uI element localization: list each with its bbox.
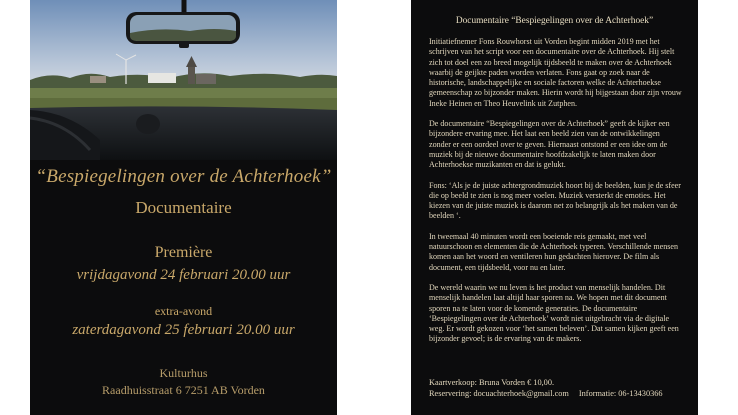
poster-left bbox=[30, 0, 337, 415]
extra-evening-label: extra-avond bbox=[154, 304, 213, 318]
venue-name: Kulturhus bbox=[159, 366, 208, 380]
poster-right bbox=[411, 0, 698, 415]
info-paragraph: De wereld waarin we nu leven is het product van menselijk handelen. Dit menselijk handelen laat altijd haar sporen na. We hopen met dit document sporen na te laten voor de komende generaties. De documentaire ‘Bespiegelingen over de Achterhoek’ wordt niet uitgebracht via de digitale weg. Er wordt gekozen voor ‘het samen beleven’. Dat samen kijken geeft een bijzonder gevoel; is de ervaring van de makers. bbox=[429, 282, 679, 344]
poster-title: “Bespiegelingen over de Achterhoek” bbox=[35, 166, 332, 187]
info-paragraph: Initiatiefnemer Fons Rouwhorst uit Vorden begint midden 2019 met het schrijven van het script voor een documentaire over de Achterhoek. Hij stelt zich tot doel een zo breed mogelijk tijdsbeeld te maken over de Achterhoek waarbij de geijkte paden worden verlaten. Fons gaat op zoek naar de historische, landschappelijke en sociale factoren welke de Achterhoekse gemeenschap zo bijzonder maken. Hierin wordt hij bijgestaan door zijn vrouw Ineke Heinen en Theo Heuvelink uit Zutphen. bbox=[429, 37, 682, 108]
reservation-line bbox=[429, 388, 689, 399]
poster-subtitle: Documentaire bbox=[135, 198, 232, 217]
premiere-date: vrijdagavond 24 februari 20.00 uur bbox=[76, 267, 291, 283]
reservation-email: Reservering: docuachterhoek@gmail.com bbox=[429, 389, 569, 398]
info-phone: Informatie: 06-13430366 bbox=[578, 389, 663, 398]
premiere-label: Première bbox=[154, 244, 213, 261]
extra-evening-date: zaterdagavond 25 februari 20.00 uur bbox=[72, 322, 295, 338]
info-paragraph: Fons: ‘Als je de juiste achtergrondmuziek hoort bij de beelden, kun je de sfeer die op beeld te zien is nog meer voelen. Muziek versterkt de emoties. Het kiezen van de juiste muziek is daarom net zo belangrijk als het maken van de beelden ‘. bbox=[429, 180, 681, 221]
venue-address: Raadhuisstraat 6 7251 AB Vorden bbox=[102, 383, 265, 397]
info-body bbox=[429, 37, 683, 355]
info-paragraph: In tweemaal 40 minuten wordt een boeiende reis gemaakt, met veel natuurschoon en elementen die de Achterhoek typeren. Verschillende mensen komen aan het woord en ventileren hun gedachten hierover. De film als document, een tijdsbeeld, voor nu en later. bbox=[429, 231, 678, 272]
info-paragraph: De documentaire “Bespiegelingen over de Achterhoek” geeft de kijker een bijzondere ervaring mee. Het laat een beeld zien van de ontwikkelingen zonder er een oordeel over te geven. Hiernaast ontstond er een idee om de muziek bij de nieuwe documentaire hoofdzakelijk te laten maken door Achterhoekse muzikanten en dat is gelukt. bbox=[429, 119, 670, 170]
poster-photo bbox=[30, 0, 337, 160]
info-footer bbox=[429, 377, 689, 399]
ticket-sales: Kaartverkoop: Bruna Vorden € 10,00. bbox=[429, 378, 555, 387]
info-title: Documentaire “Bespiegelingen over de Achterhoek” bbox=[455, 16, 654, 26]
